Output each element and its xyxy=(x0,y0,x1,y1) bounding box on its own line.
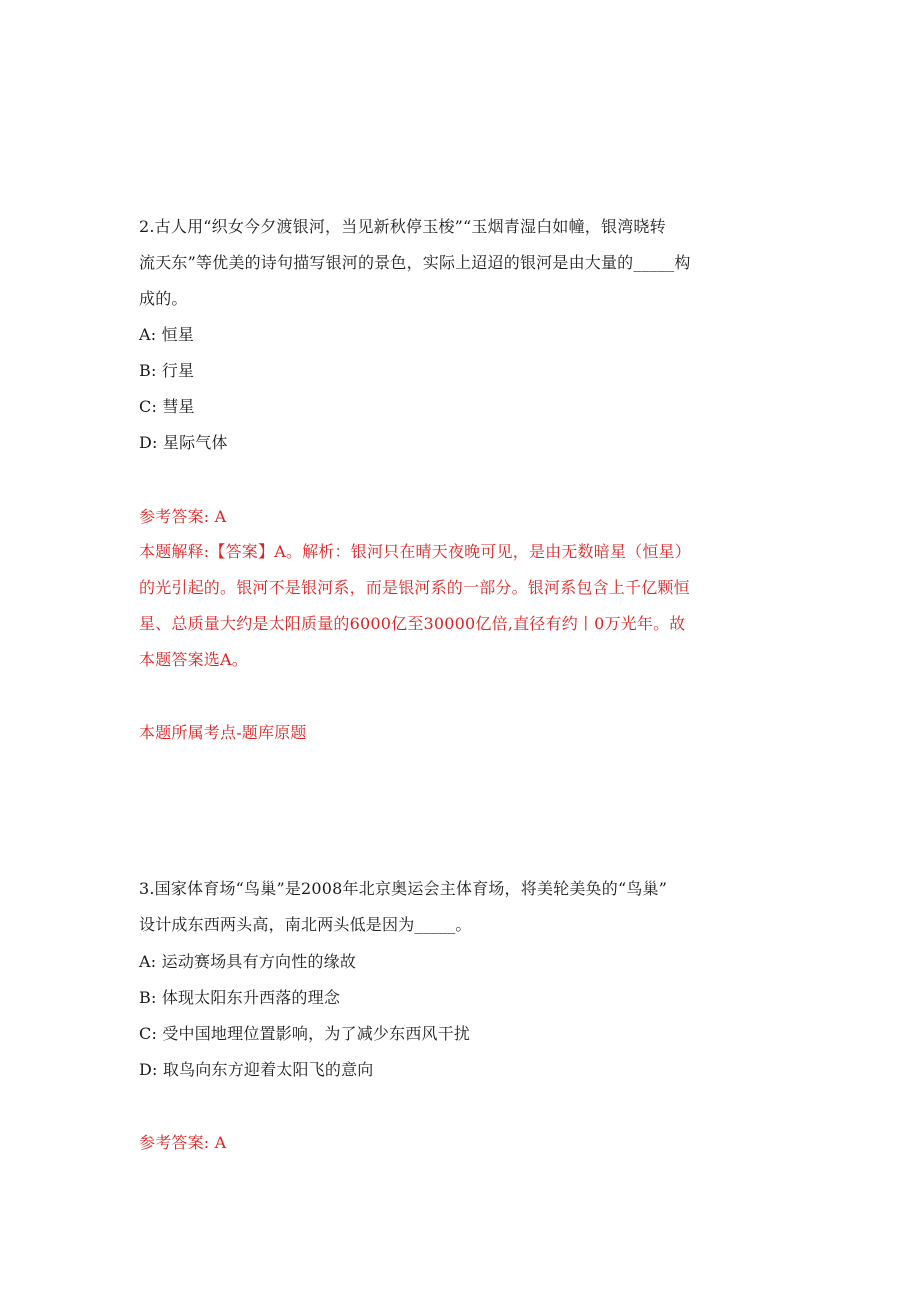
q2-explanation-line-3: 星、总质量大约是太阳质量的6000亿至30000亿倍,直径有约丨0万光年。故 xyxy=(139,614,686,633)
q2-option-a: A: 恒星 xyxy=(139,325,195,344)
q3-option-d: D: 取鸟向东方迎着太阳飞的意向 xyxy=(139,1060,374,1079)
q3-option-b: B: 体现太阳东升西落的理念 xyxy=(139,988,341,1007)
q2-option-b: B: 行星 xyxy=(139,361,195,380)
q3-stem-line-2: 设计成东西两头高，南北两头低是因为_____。 xyxy=(139,915,472,934)
q2-stem-line-2: 流天东”等优美的诗句描写银河的景色，实际上迢迢的银河是由大量的_____构 xyxy=(139,253,691,272)
q3-answer: 参考答案: A xyxy=(139,1133,227,1152)
q2-explanation-line-4: 本题答案选A。 xyxy=(139,650,248,669)
q3-stem-line-1: 3.国家体育场“鸟巢”是2008年北京奥运会主体育场，将美轮美奂的“鸟巢” xyxy=(139,879,668,898)
q2-stem-line-3: 成的。 xyxy=(139,289,188,308)
q3-option-a: A: 运动赛场具有方向性的缘故 xyxy=(139,952,357,971)
q2-explanation-line-1: 本题解释:【答案】A。解析：银河只在晴天夜晚可见，是由无数暗星（恒星） xyxy=(139,542,691,561)
q2-explanation-line-2: 的光引起的。银河不是银河系，而是银河系的一部分。银河系包含上千亿颗恒 xyxy=(139,578,690,597)
q2-option-c: C: 彗星 xyxy=(139,397,195,416)
q2-topic: 本题所属考点-题库原题 xyxy=(139,723,307,742)
q2-stem-line-1: 2.古人用“织女今夕渡银河，当见新秋停玉梭”“玉烟青湿白如幢，银湾晓转 xyxy=(139,217,666,236)
q3-option-c: C: 受中国地理位置影响，为了减少东西风干扰 xyxy=(139,1024,471,1043)
q2-answer: 参考答案: A xyxy=(139,507,227,526)
q2-option-d: D: 星际气体 xyxy=(139,433,228,452)
